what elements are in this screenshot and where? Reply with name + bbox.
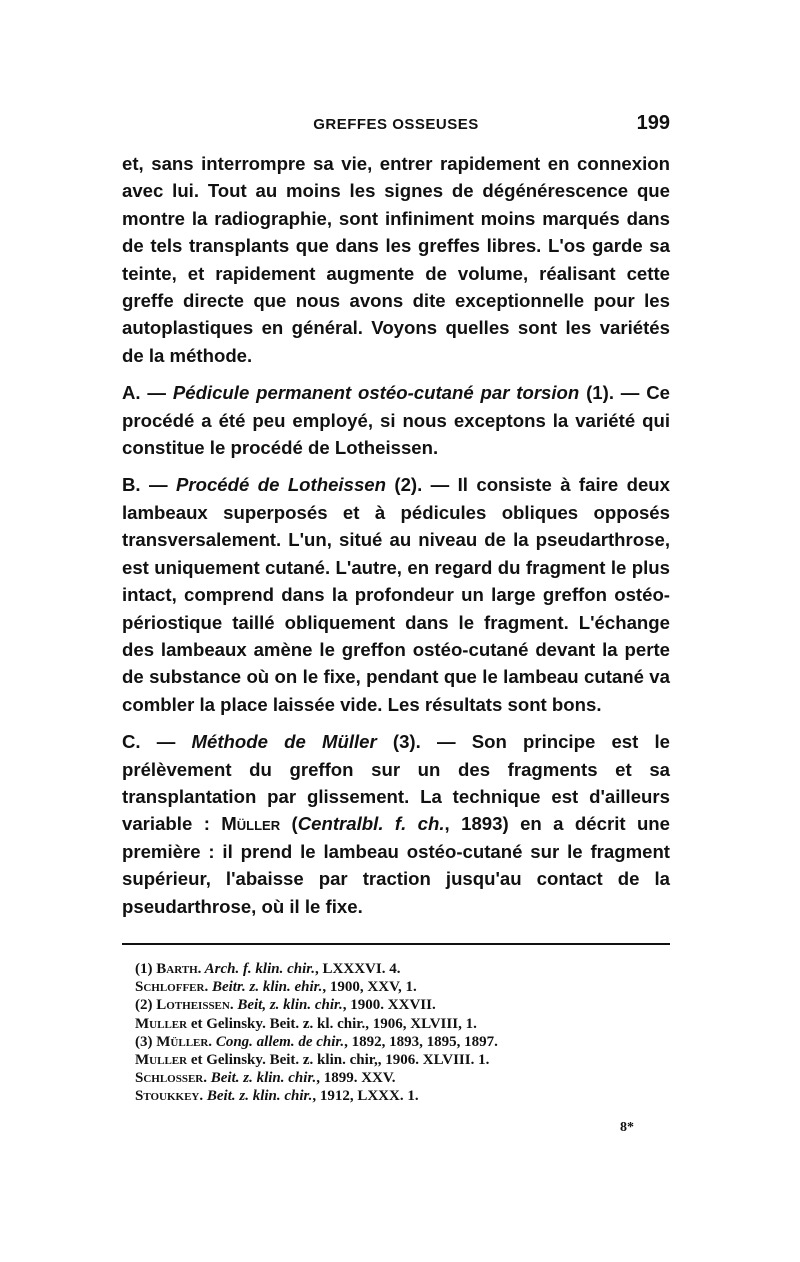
- footnote-details: et Gelinsky. Beit. z. kl. chir., 1906, XLVIII, 1.: [187, 1015, 477, 1032]
- footnote: [135, 1051, 655, 1069]
- footnote-number: (2): [135, 997, 157, 1014]
- footnote-author: Muller: [135, 1015, 188, 1032]
- section-title-b: Procédé de Lotheissen: [175, 474, 386, 496]
- paragraph-intro: et, sans interrompre sa vie, entrer rapidement en connexion avec lui. Tout au moins les signes de dégénérescence que montre la radiographie, sont infiniment moins marqués dans de tels transplants que dans les greffes libres. L'os garde sa teinte, et rapidement augmente de volume, réalisant cette greffe directe que nous avons dite exceptionnelle pour les autoplastiques en général. Voyons quelles sont les variétés de la méthode.: [122, 153, 670, 366]
- footnote-details: , 1900, XXV, 1.: [322, 979, 417, 996]
- footnote-number: (3): [135, 1033, 157, 1050]
- footnote-details: , 1892, 1893, 1895, 1897.: [344, 1033, 498, 1050]
- main-text: [122, 150, 670, 920]
- section-text-c-1: (3). — Son principe est le prélèvement du greffon sur un des fragments et sa transplantation par glissement. La technique est d'ailleurs variable :: [122, 731, 670, 835]
- paragraph-b: [122, 471, 670, 718]
- section-text-c-3: , 1893) en a décrit une première : il prend le lambeau ostéo-cutané sur le fragment supérieur, l'abaisse par traction jusqu'au contact de la pseudarthrose, où il le fixe.: [122, 813, 671, 917]
- section-text-b: (2). — Il consiste à faire deux lambeaux superposés et à pédicules obliques opposés transversalement. L'un, situé au niveau de la pseudarthrose, est uniquement cutané. L'autre, en regard du fragment le plus intact, comprend dans la profondeur un large greffon ostéo-périostique taillé obliquement dans le fragment. L'échange des lambeaux amène le greffon ostéo-cutané devant la perte de substance où on le fixe, pendant que le lambeau cutané va combler la place laissée vide. Les résultats sont bons.: [122, 474, 670, 715]
- footnote: [135, 960, 655, 978]
- section-title-c: Méthode de Müller: [191, 731, 377, 753]
- section-title-a: Pédicule permanent ostéo-cutané par torsion: [172, 382, 580, 404]
- section-label-c: C. —: [122, 731, 192, 753]
- footnote-details: , 1912, LXXX. 1.: [312, 1088, 419, 1105]
- footnote-author: Schloffer.: [135, 979, 209, 996]
- footnote-reference: Beit, z. klin. chir.: [233, 997, 343, 1014]
- footnote-author: Muller: [135, 1052, 188, 1069]
- footnote-author: Lotheissen.: [156, 997, 234, 1014]
- footnote-details: , 1900. XXVII.: [342, 997, 436, 1014]
- section-text-a: (1). — Ce procédé a été peu employé, si nous exceptons la variété qui constitue le procédé de Lotheissen.: [122, 382, 670, 459]
- footnote: [135, 1033, 655, 1051]
- footnote: [135, 1087, 655, 1105]
- footnote-rule: [122, 943, 670, 945]
- footnote-reference: Beit. z. klin. chir.: [203, 1088, 313, 1105]
- footnote-reference: Beitr. z. klin. ehir.: [208, 979, 323, 996]
- section-label-a: A. —: [122, 382, 173, 404]
- footnote: [135, 1015, 655, 1033]
- footnote-number: (1): [135, 961, 157, 977]
- paragraph-c: [122, 728, 670, 920]
- footnote-reference: Beit. z. klin. chir.: [207, 1070, 317, 1087]
- footnote: [135, 1069, 655, 1087]
- footnote-details: et Gelinsky. Beit. z. klin. chir,, 1906. XLVIII. 1.: [187, 1052, 490, 1069]
- running-head: GREFFES OSSEUSES: [313, 116, 479, 133]
- author-name: Müller: [221, 813, 281, 835]
- footnote-author: Stoukkey.: [135, 1088, 204, 1105]
- footnote-author: Müller.: [156, 1033, 213, 1050]
- footnotes: [135, 960, 655, 1106]
- footnote-author: Barth.: [156, 961, 202, 977]
- section-text-c-2: (: [280, 813, 298, 835]
- footnote: [135, 978, 655, 996]
- paragraph-a: [122, 379, 670, 461]
- signature-mark: 8*: [620, 1120, 634, 1135]
- footnote-reference: Arch. f. klin. chir.: [201, 961, 316, 977]
- footnote-details: , LXXXVI. 4.: [315, 961, 401, 977]
- footnote-author: Schlosser.: [135, 1070, 208, 1087]
- reference-title: Centralbl. f. ch.: [297, 813, 445, 835]
- page-header: [122, 112, 670, 142]
- footnote-reference: Cong. allem. de chir.: [212, 1033, 345, 1050]
- footnote: [135, 996, 655, 1014]
- page-number: 199: [636, 112, 670, 134]
- section-label-b: B. —: [122, 474, 176, 496]
- footnote-details: , 1899. XXV.: [316, 1070, 396, 1087]
